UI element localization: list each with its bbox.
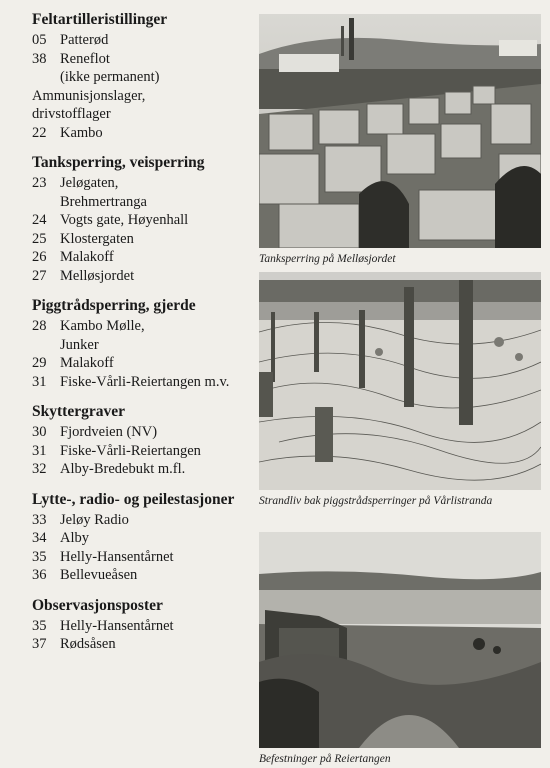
item-text: Fiske-Vårli-Reiertangen m.v. bbox=[60, 373, 230, 390]
photo-caption: Tanksperring på Melløsjordet bbox=[259, 253, 396, 265]
list-item bbox=[32, 617, 254, 636]
item-text: (ikke permanent) bbox=[60, 69, 160, 85]
item-number: 35 bbox=[32, 617, 47, 634]
item-text: Junker bbox=[60, 336, 99, 353]
fortification-image bbox=[259, 532, 541, 748]
item-number: 31 bbox=[32, 442, 47, 459]
list-item bbox=[32, 68, 254, 87]
section-tanksperring bbox=[32, 153, 254, 285]
item-number bbox=[32, 68, 60, 87]
item-text: Malakoff bbox=[60, 355, 114, 371]
item-number: 28 bbox=[32, 318, 47, 334]
tank-barrier-image bbox=[259, 14, 541, 248]
item-text: Malakoff bbox=[60, 249, 114, 265]
section-heading: Feltartilleristillinger bbox=[32, 11, 168, 28]
item-number: 31 bbox=[32, 373, 47, 390]
item-text: Klostergaten bbox=[60, 230, 134, 247]
list-item bbox=[32, 511, 254, 530]
section-heading: Skyttergraver bbox=[32, 403, 125, 420]
item-number: 36 bbox=[32, 567, 47, 583]
item-text: Rødsåsen bbox=[60, 636, 116, 652]
list-item bbox=[32, 423, 254, 442]
item-text: Brehmertranga bbox=[60, 193, 147, 210]
section-heading: Lytte-, radio- og peilestasjoner bbox=[32, 490, 235, 508]
item-text: Jeløgaten, bbox=[60, 175, 119, 191]
item-number: 27 bbox=[32, 267, 47, 284]
item-text: Jeløy Radio bbox=[60, 511, 129, 528]
list-item bbox=[32, 373, 254, 392]
item-text: Melløsjordet bbox=[60, 267, 135, 284]
item-text: Alby-Bredebukt m.fl. bbox=[60, 461, 186, 477]
list-text: Ammunisjonslager, bbox=[32, 87, 146, 104]
photo-caption: Strandliv bak piggstrådsperringer på Vårlistranda bbox=[259, 495, 493, 507]
item-text: Patterød bbox=[60, 32, 109, 48]
section-feltartilleristillinger bbox=[32, 10, 254, 142]
item-text: Reneflot bbox=[60, 50, 110, 67]
item-number: 30 bbox=[32, 424, 47, 440]
section-heading: Piggtrådsperring, gjerde bbox=[32, 297, 196, 314]
item-number bbox=[32, 336, 60, 355]
list-item bbox=[32, 317, 254, 336]
section-piggtradsperring bbox=[32, 296, 254, 391]
list-item bbox=[32, 635, 254, 654]
item-number: 22 bbox=[32, 124, 47, 141]
list-item bbox=[32, 566, 254, 585]
item-number: 25 bbox=[32, 230, 47, 247]
list-item bbox=[32, 442, 254, 461]
location-list bbox=[32, 10, 254, 665]
photo-caption: Befestninger på Reiertangen bbox=[259, 753, 391, 765]
item-number: 29 bbox=[32, 355, 47, 371]
item-number bbox=[32, 193, 60, 212]
item-number: 35 bbox=[32, 548, 47, 565]
item-number: 34 bbox=[32, 530, 47, 546]
photo-barbed-wire-beach bbox=[259, 272, 541, 490]
item-text: Alby bbox=[60, 530, 89, 546]
section-heading: Tanksperring, veisperring bbox=[32, 154, 205, 171]
list-item bbox=[32, 50, 254, 69]
item-number: 37 bbox=[32, 636, 47, 652]
photo-tank-barriers bbox=[259, 14, 541, 248]
item-text: Helly-Hansentårnet bbox=[60, 548, 174, 565]
item-number: 32 bbox=[32, 461, 47, 477]
list-item bbox=[32, 354, 254, 373]
list-item bbox=[32, 193, 254, 212]
list-item bbox=[32, 124, 254, 143]
list-item bbox=[32, 211, 254, 230]
list-item bbox=[32, 336, 254, 355]
list-item bbox=[32, 174, 254, 193]
item-number: 05 bbox=[32, 32, 47, 48]
barbed-wire-image bbox=[259, 272, 541, 490]
list-item bbox=[32, 548, 254, 567]
photo-fortifications bbox=[259, 532, 541, 748]
list-item bbox=[32, 230, 254, 249]
item-number: 24 bbox=[32, 212, 47, 228]
item-text: Fiske-Vårli-Reiertangen bbox=[60, 442, 201, 459]
item-number: 23 bbox=[32, 175, 47, 191]
list-item bbox=[32, 31, 254, 50]
item-text: Vogts gate, Høyenhall bbox=[60, 212, 189, 228]
section-skyttergraver bbox=[32, 402, 254, 479]
item-text: Kambo bbox=[60, 124, 103, 141]
list-item bbox=[32, 248, 254, 267]
item-text: Helly-Hansentårnet bbox=[60, 617, 174, 634]
item-number: 33 bbox=[32, 511, 47, 528]
item-text: Fjordveien (NV) bbox=[60, 424, 158, 440]
item-text: Bellevueåsen bbox=[60, 567, 138, 583]
item-number: 38 bbox=[32, 50, 47, 67]
list-item bbox=[32, 460, 254, 479]
section-heading: Observasjonsposter bbox=[32, 596, 163, 614]
item-text: Kambo Mølle, bbox=[60, 318, 145, 334]
section-lyttestasjoner bbox=[32, 490, 254, 585]
section-observasjonsposter bbox=[32, 596, 254, 654]
list-item bbox=[32, 529, 254, 548]
list-item bbox=[32, 267, 254, 286]
list-text: drivstofflager bbox=[32, 106, 111, 122]
item-number: 26 bbox=[32, 249, 47, 265]
